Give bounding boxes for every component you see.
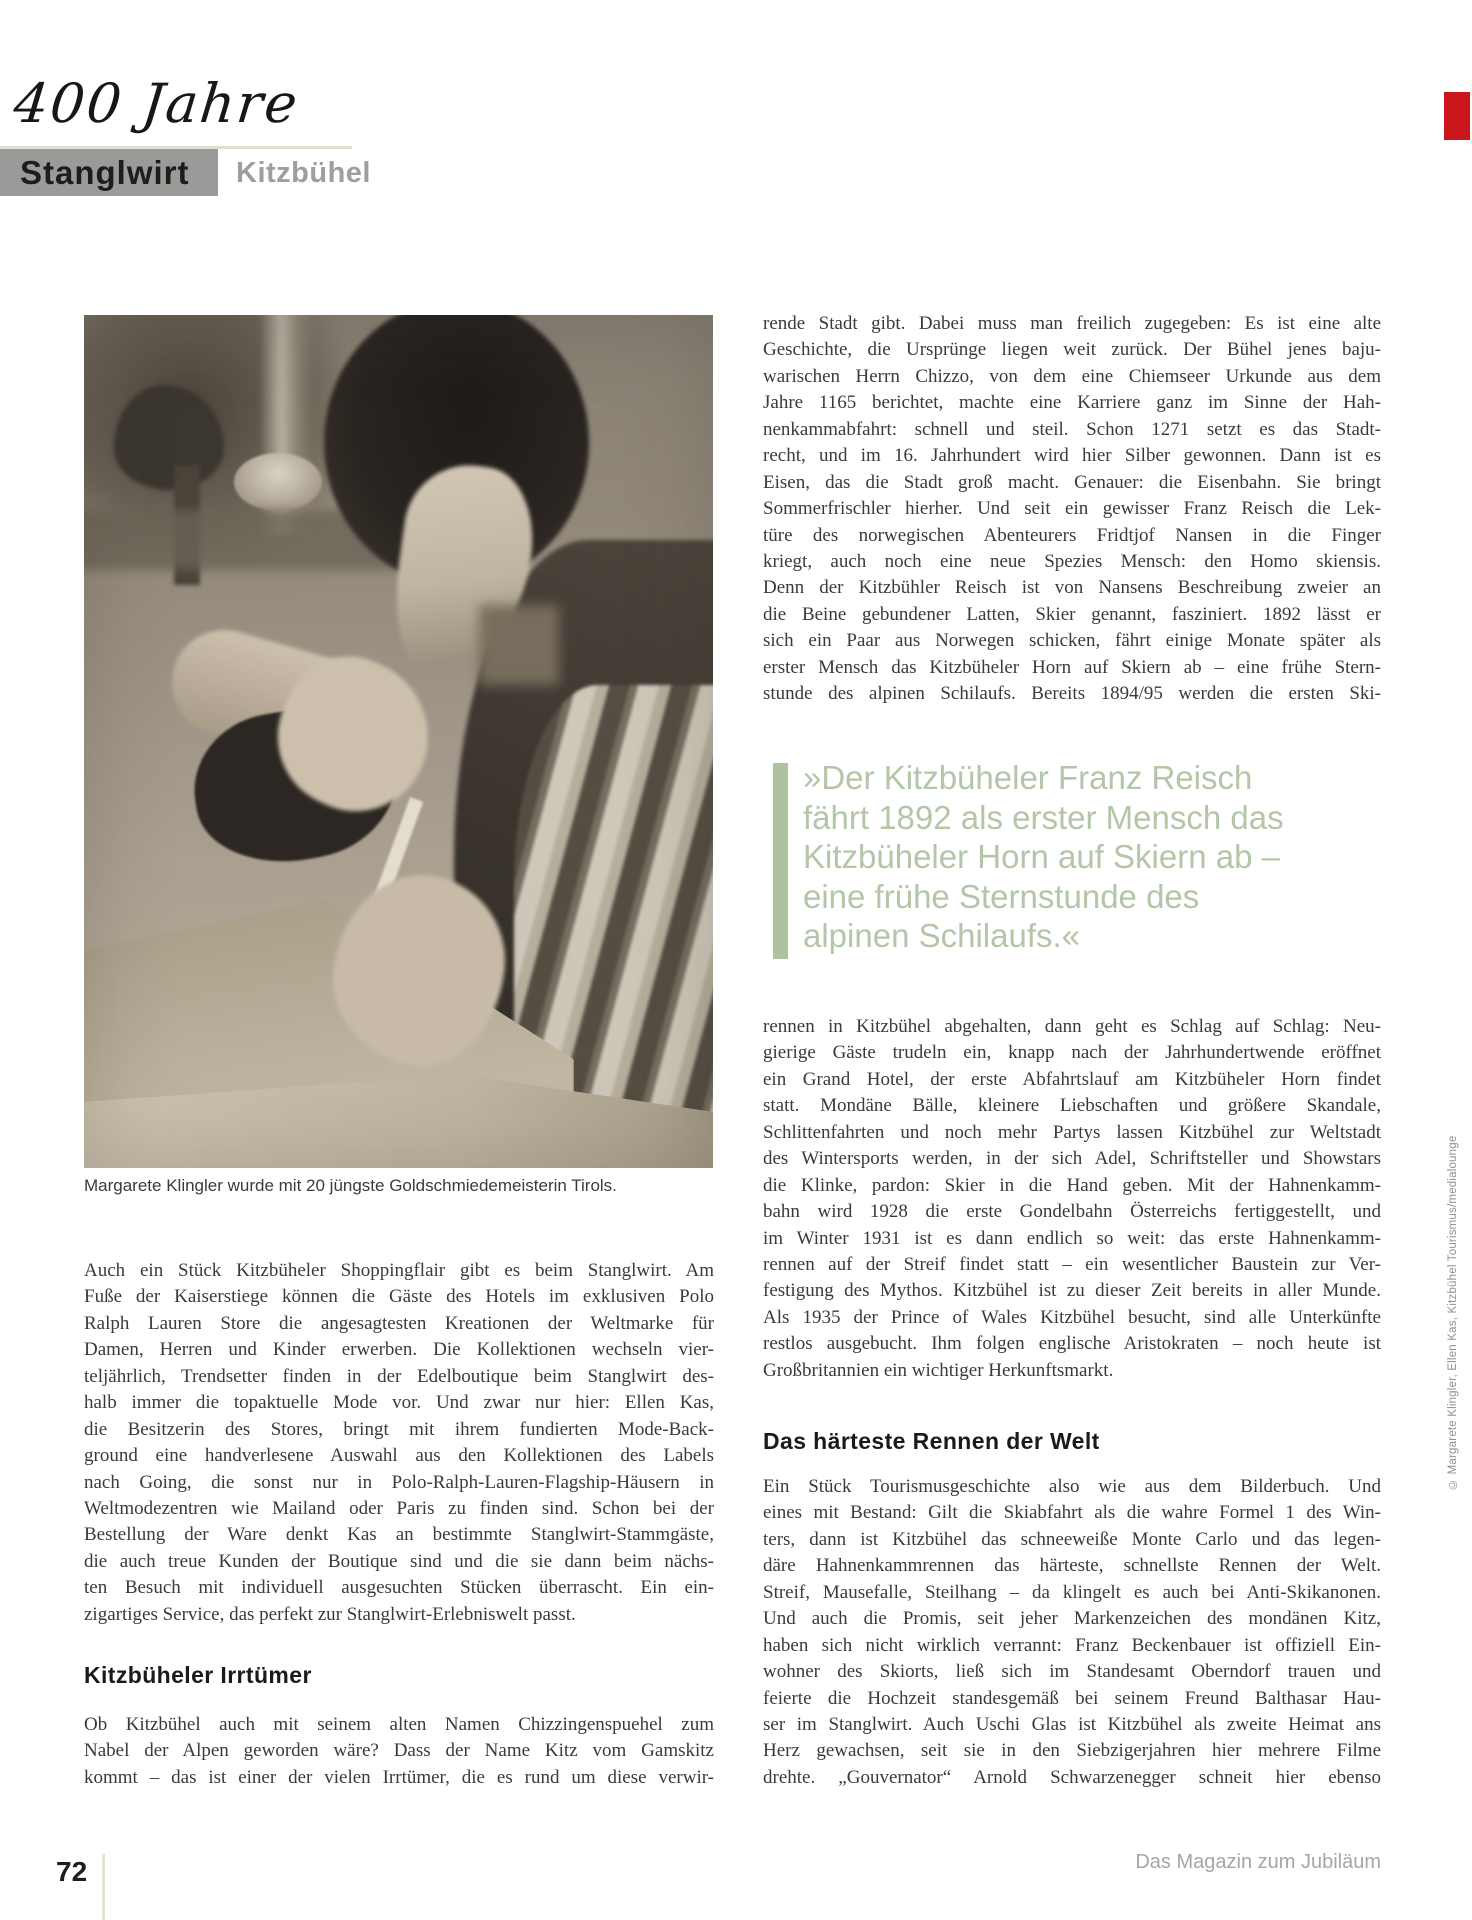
right-para-race: Ein Stück Tourismusgeschichte also wie aus dem Bilderbuch. Und eines mit Bestand: Gilt die Skiabfahrt als die wahre Formel 1 des Win- ters, dann ist Kitzbühel das schneeweiße Monte Carlo und das legen- däre Hahnenkammrennen das härteste, schnellste Rennen der Welt. Streif, Mausefalle, Steilhang – da klingelt es auch bei Anti-Skikanonen. Und auch die Promis, seit jeher Markenzeichen des mondänen Kitz, haben sich nicht wirklich verrannt: Franz Beckenbauer ist offiziell Ein- wohner des Skiorts, ließ sich im Standesamt Oberndorf trauen und feierte die Hochzeit standesgemäß bei seinem Freund Balthasar Hau- ser im Stanglwirt. Auch Uschi Glas ist Kitzbühel als zweite Heimat ans Herz gewachsen, seit sie in den Siebzigerjahren hier mehrere Filme drehte. „Gouvernator“ Arnold Schwarzenegger schneit hier ebenso [763, 1476, 1381, 1788]
photo-vignette [84, 315, 713, 1168]
left-heading-irrtuemer: Kitzbüheler Irrtümer [84, 1662, 312, 1688]
footer-magazine-label: Das Magazin zum Jubiläum [1135, 1851, 1381, 1873]
section-tab-red [1444, 92, 1470, 140]
footer-rule [102, 1854, 105, 1920]
logo-stanglwirt: Stanglwirt [0, 149, 218, 196]
pull-quote: »Der Kitzbüheler Franz Reisch fährt 1892 als erster Mensch das Kitzbüheler Horn auf Skiern ab – eine frühe Sternstunde des alpinen Schilaufs.« [803, 759, 1284, 954]
logo-400-jahre: 400 Jahre [10, 72, 303, 135]
right-heading-race: Das härteste Rennen der Welt [763, 1428, 1100, 1454]
right-para-boom: rennen in Kitzbühel abgehalten, dann geht es Schlag auf Schlag: Neu- gierige Gäste trudeln ein, knapp nach der Jahrhundertwende eröffnet ein Grand Hotel, der erste Abfahrtslauf am Kitzbüheler Horn findet statt. Mondäne Bälle, kleinere Liebschaften und größere Skandale, Schlittenfahrten und noch mehr Partys lassen Kitzbühel zur Weltstadt des Wintersports werden, in der sich Adel, Schriftsteller und Showstars die Klinke, pardon: Skier in die Hand geben. Mit der Hahnenkamm- bahn wird 1928 die erste Gondelbahn Österreichs fertiggestellt, und im Winter 1931 ist es dann endlich so weit: das erste Hahnenkamm- rennen auf der Streif findet statt – ein wesentlicher Baustein zur Ver- festigung des Mythos. Kitzbühel ist zu dieser Zeit bereits in aller Munde. Als 1935 der Prince of Wales Kitzbühel besucht, sind alle Unterkünfte restlos ausgebucht. Ihm folgen englische Aristokraten – noch heute ist Großbritannien ein wichtiger Herkunftsmarkt. [763, 1016, 1381, 1381]
left-para-shopping: Auch ein Stück Kitzbüheler Shoppingflair gibt es beim Stanglwirt. Am Fuße der Kaiserstiege können die Gäste des Hotels im exklusiven Polo Ralph Lauren Store die angesagtesten Kreationen der Weltmarke für Damen, Herren und Kinder erwerben. Die Kollektionen wechseln vier- teljährlich, Trendsetter finden in der Edelboutique beim Stanglwirt des- halb immer die topaktuelle Mode vor. Und zwar nur hier: Ellen Kas, die Besitzerin des Stores, bringt mit ihrem fundierten Mode-Back- ground eine handverlesene Auswahl aus den Kollektionen des Labels nach Going, die sonst nur in Polo-Ralph-Lauren-Flagship-Häusern in Weltmodezentren wie Mailand oder Paris zu finden sind. Schon bei der Bestellung der Ware denkt Kas an bestimmte Stanglwirt-Stammgäste, die auch treue Kunden der Boutique sind und die sie dann beim nächs- ten Besuch mit individuell ausgesuchten Stücken überrascht. Ein ein- zigartiges Service, das perfekt zur Stanglwirt-Erlebniswelt passt. [84, 1260, 714, 1625]
photo-caption: Margarete Klingler wurde mit 20 jüngste Goldschmiedemeisterin Tirols. [84, 1176, 617, 1195]
page-number: 72 [56, 1856, 88, 1887]
photo-credit-vertical: © Margarete Klingler, Ellen Kas, Kitzbühel Tourismus/medialounge [1447, 1135, 1459, 1490]
logo-kitzbuehel: Kitzbühel [236, 157, 371, 189]
pull-quote-bar [773, 763, 788, 959]
left-para-irrtuemer: Ob Kitzbühel auch mit seinem alten Namen Chizzingenspuehel zum Nabel der Alpen geworden wäre? Dass der Name Kitz vom Gamskitz kommt – das ist einer der vielen Irrtümer, die es rund um diese verwir- [84, 1714, 714, 1788]
goldsmith-photo [84, 315, 713, 1168]
right-para-history: rende Stadt gibt. Dabei muss man freilich zugegeben: Es ist eine alte Geschichte, die Ursprünge liegen weit zurück. Der Bühel jenes baju- warischen Herrn Chizzo, von dem eine Chiemseer Urkunde aus dem Jahre 1165 berichtet, machte eine Karriere ganz im Sinne der Hah- nenkammabfahrt: schnell und steil. Schon 1271 setzt es das Stadt- recht, und im 16. Jahrhundert wird hier Silber gewonnen. Dann ist es Eisen, das die Stadt groß macht. Genauer: die Eisenbahn. Sie bringt Sommerfrischler hierher. Und seit ein gewisser Franz Reisch die Lek- türe des norwegischen Abenteurers Fridtjof Nansen in die Finger kriegt, auch noch eine neue Spezies Mensch: den Homo skiensis. Denn der Kitzbühler Reisch ist von Nansens Beschreibung zweier an die Beine gebundener Latten, Skier genannt, fasziniert. 1892 lässt er sich ein Paar aus Norwegen schicken, fährt einige Monate später als erster Mensch das Kitzbüheler Horn auf Skiern ab – eine frühe Stern- stunde des alpinen Schilaufs. Bereits 1894/95 werden die ersten Ski- [763, 313, 1381, 705]
